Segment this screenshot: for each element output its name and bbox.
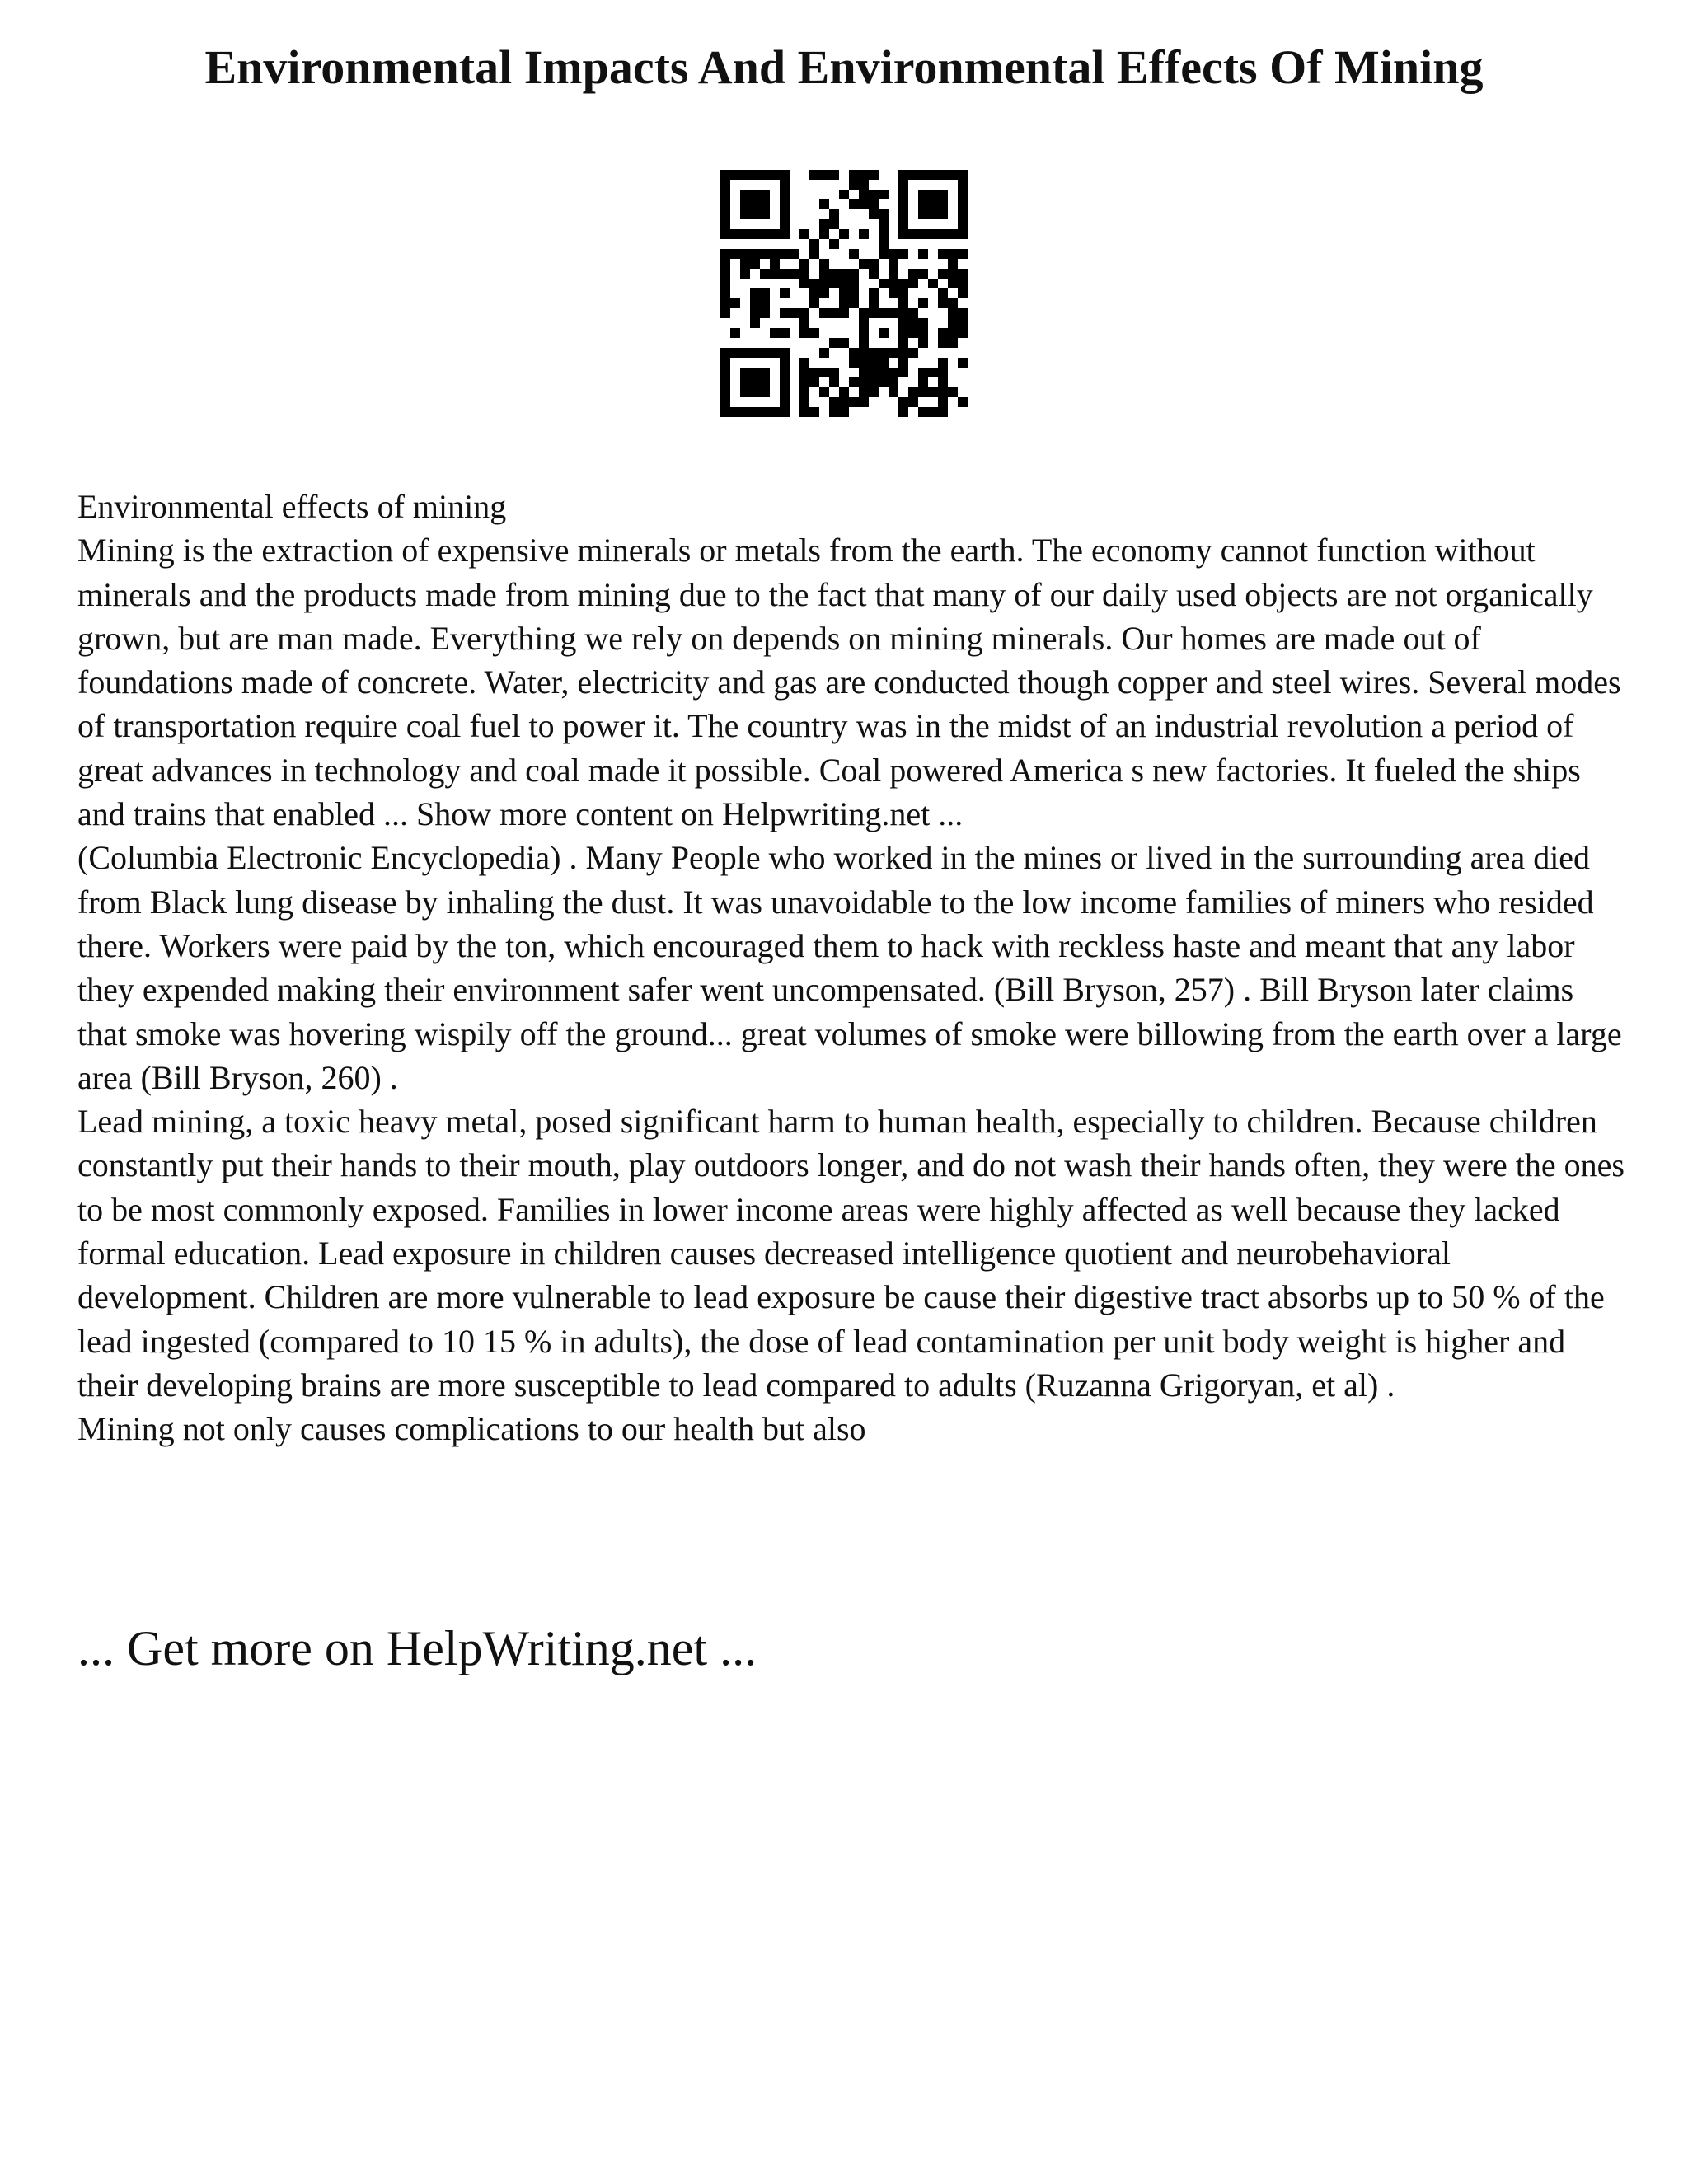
paragraph: Lead mining, a toxic heavy metal, posed significant harm to human health, especially to children. Because children constantly put their hands to their mouth, play outdoors longer, and do not wash their hands often, they were the ones to be most commonly exposed. Families in lower income areas were highly affected as well because they lacked formal education. Lead exposure in children causes decreased intelligence quotient and neurobehavioral development. Children are more vulnerable to lead exposure be cause their digestive tract absorbs up to 50 % of the lead ingested (compared to 10 15 % in adults), the dose of lead contamination per unit body weight is higher and their developing brains are more susceptible to lead compared to adults (Ruzanna Grigoryan, et al) . xyxy=(77,1103,1625,1404)
qr-code-icon xyxy=(720,170,968,417)
document-body xyxy=(77,485,1627,1451)
get-more-link[interactable]: ... Get more on HelpWriting.net ... xyxy=(77,1621,757,1675)
paragraph-heading: Environmental effects of mining xyxy=(77,488,507,525)
paragraph: Mining is the extraction of expensive minerals or metals from the earth. The economy cannot function without minerals and the products made from mining due to the fact that many of our daily used objects are not organically grown, but are man made. Everything we rely on depends on mining minerals. Our homes are made out of foundations made of concrete. Water, electricity and gas are conducted though copper and steel wires. Several modes of transportation require coal fuel to power it. The country was in the midst of an industrial revolution a period of great advances in technology and coal made it possible. Coal powered America s new factories. It fueled the ships and trains that enabled ... Show more content on Helpwriting.net ... xyxy=(77,532,1621,833)
paragraph: Mining not only causes complications to our health but also xyxy=(77,1410,866,1448)
document-title: Environmental Impacts And Environmental Effects Of Mining xyxy=(204,40,1484,94)
paragraph: (Columbia Electronic Encyclopedia) . Many People who worked in the mines or lived in the surrounding area died from Black lung disease by inhaling the dust. It was unavoidable to the low income families of miners who resided there. Workers were paid by the ton, which encouraged them to hack with reckless haste and meant that any labor they expended making their environment safer went uncompensated. (Bill Bryson, 257) . Bill Bryson later claims that smoke was hovering wispily off the ground... great volumes of smoke were billowing from the earth over a large area (Bill Bryson, 260) . xyxy=(77,839,1622,1096)
